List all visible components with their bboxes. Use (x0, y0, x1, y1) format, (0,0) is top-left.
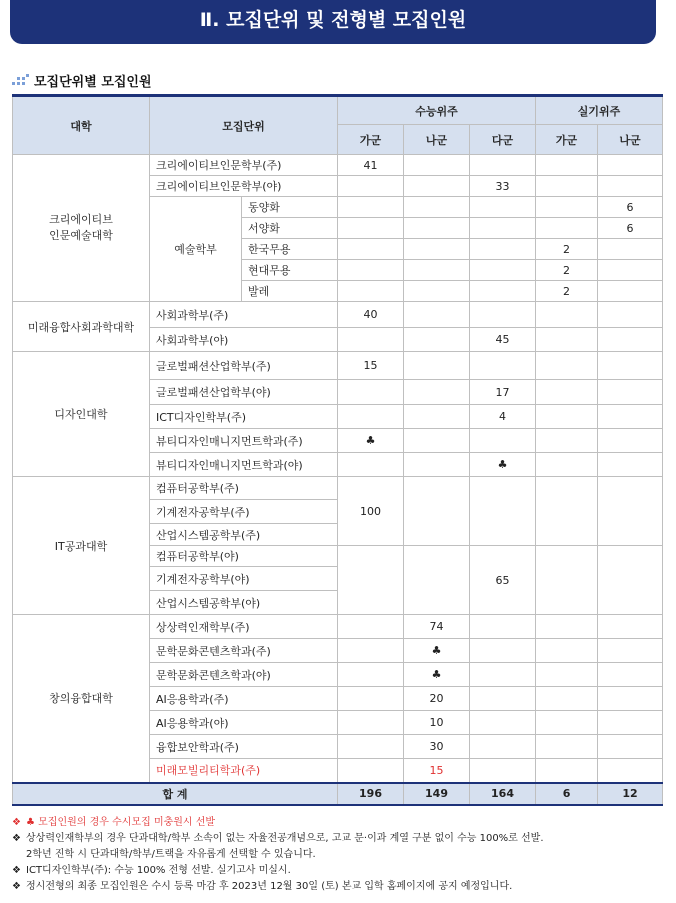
value-cell (598, 687, 663, 711)
unit-cell: 글로벌패션산업학부(주) (150, 352, 338, 380)
header-silgi-na: 나군 (598, 125, 663, 155)
total-label: 합 계 (13, 783, 338, 805)
diamond-bullet-icon: ❖ (12, 865, 21, 876)
value-cell (404, 218, 470, 239)
note-text: 정시전형의 최종 모집인원은 수시 등록 마감 후 2023년 12월 30일 (토) 본교 입학 홈페이지에 공지 예정입니다. (26, 881, 513, 892)
value-cell (536, 639, 598, 663)
value-cell (404, 546, 470, 615)
value-cell (338, 176, 404, 197)
diamond-bullet-icon: ❖ (12, 833, 21, 844)
table-row (13, 155, 663, 176)
unit-cell: 글로벌패션산업학부(야) (150, 380, 338, 405)
total-row (13, 783, 663, 805)
value-cell (338, 663, 404, 687)
value-cell: 33 (470, 176, 536, 197)
unit-cell: 크리에이티브인문학부(야) (150, 176, 338, 197)
value-cell (598, 663, 663, 687)
value-cell (598, 352, 663, 380)
value-cell (536, 663, 598, 687)
value-cell (338, 735, 404, 759)
value-cell (598, 711, 663, 735)
value-cell (470, 663, 536, 687)
value-cell (470, 759, 536, 783)
value-cell (338, 615, 404, 639)
value-cell (536, 687, 598, 711)
unit-cell: 뷰티디자인매니지먼트학과(야) (150, 453, 338, 477)
value-cell (536, 176, 598, 197)
college-cell: 크리에이티브 인문예술대학 (13, 155, 150, 302)
value-cell (598, 328, 663, 352)
value-cell (470, 639, 536, 663)
value-cell: 100 (338, 477, 404, 546)
note-item (12, 831, 662, 863)
note-item (12, 863, 662, 879)
college-cell: IT공과대학 (13, 477, 150, 615)
value-cell (404, 302, 470, 328)
unit-cell: 크리에이티브인문학부(주) (150, 155, 338, 176)
section-title: 모집단위별 모집인원 (34, 74, 152, 90)
unit-cell: 사회과학부(주) (150, 302, 338, 328)
unit-cell: 뷰티디자인매니지먼트학과(주) (150, 429, 338, 453)
note-text: ICT디자인학부(주): 수능 100% 전형 선발. 실기고사 미실시. (26, 865, 291, 876)
unit-cell: 서양화 (242, 218, 338, 239)
header-da: 다군 (470, 125, 536, 155)
table-row (13, 302, 663, 328)
value-cell (470, 352, 536, 380)
value-cell (338, 328, 404, 352)
value-cell (536, 302, 598, 328)
value-cell (338, 687, 404, 711)
value-cell (404, 380, 470, 405)
total-na: 149 (404, 783, 470, 805)
art-school-cell: 예술학부 (150, 197, 242, 302)
diamond-bullet-icon: ❖ (12, 817, 21, 828)
value-cell (598, 239, 663, 260)
unit-cell: 사회과학부(야) (150, 328, 338, 352)
value-cell (338, 239, 404, 260)
value-cell: 6 (598, 197, 663, 218)
value-cell (598, 759, 663, 783)
unit-cell: 컴퓨터공학부(야) (150, 546, 338, 567)
total-da: 164 (470, 783, 536, 805)
value-cell (598, 429, 663, 453)
value-cell (404, 477, 470, 546)
value-cell (338, 218, 404, 239)
unit-cell: 산업시스템공학부(주) (150, 524, 338, 546)
value-cell: 4 (470, 405, 536, 429)
unit-cell: 컴퓨터공학부(주) (150, 477, 338, 500)
note-text: 상상력인재학부의 경우 단과대학/학부 소속이 없는 자율전공개념으로, 고교 문·이과 계열 구분 없이 수능 100%로 선발. (26, 833, 544, 844)
value-cell: 30 (404, 735, 470, 759)
unit-cell: 상상력인재학부(주) (150, 615, 338, 639)
value-cell (598, 735, 663, 759)
value-cell (404, 453, 470, 477)
unit-cell: 기계전자공학부(주) (150, 500, 338, 524)
value-cell (470, 260, 536, 281)
value-cell (536, 759, 598, 783)
value-cell: ♣ (470, 453, 536, 477)
value-cell (338, 639, 404, 663)
value-cell: 74 (404, 615, 470, 639)
header-ga: 가군 (338, 125, 404, 155)
unit-cell: AI응용학과(야) (150, 711, 338, 735)
value-cell (470, 302, 536, 328)
total-sna: 12 (598, 783, 663, 805)
value-cell (404, 281, 470, 302)
value-cell (404, 197, 470, 218)
note-item (12, 879, 662, 895)
unit-cell: 문학문화콘텐츠학과(야) (150, 663, 338, 687)
value-cell (598, 615, 663, 639)
value-cell: 20 (404, 687, 470, 711)
value-cell (470, 735, 536, 759)
value-cell (404, 260, 470, 281)
dots-icon (12, 74, 30, 86)
value-cell (598, 155, 663, 176)
value-cell (404, 328, 470, 352)
value-cell (338, 260, 404, 281)
unit-cell: AI응용학과(주) (150, 687, 338, 711)
value-cell (536, 453, 598, 477)
value-cell: 15 (404, 759, 470, 783)
value-cell: 65 (470, 546, 536, 615)
value-cell: ♣ (404, 639, 470, 663)
header-silgi-group: 실기위주 (536, 96, 663, 125)
value-cell (404, 429, 470, 453)
header-susi-group: 수능위주 (338, 96, 536, 125)
table-row (13, 477, 663, 500)
value-cell (536, 477, 598, 546)
value-cell: 41 (338, 155, 404, 176)
value-cell (470, 281, 536, 302)
value-cell (536, 197, 598, 218)
value-cell (598, 639, 663, 663)
value-cell (598, 453, 663, 477)
section-heading (12, 70, 152, 90)
value-cell (404, 155, 470, 176)
value-cell (470, 155, 536, 176)
unit-cell: ICT디자인학부(주) (150, 405, 338, 429)
unit-cell: 산업시스템공학부(야) (150, 591, 338, 615)
diamond-bullet-icon: ❖ (12, 881, 21, 892)
value-cell (598, 176, 663, 197)
unit-cell: 기계전자공학부(야) (150, 567, 338, 591)
unit-cell: 미래모빌리티학과(주) (150, 759, 338, 783)
value-cell: ♣ (404, 663, 470, 687)
value-cell (470, 239, 536, 260)
value-cell (598, 405, 663, 429)
value-cell (536, 352, 598, 380)
value-cell: 45 (470, 328, 536, 352)
unit-cell: 현대무용 (242, 260, 338, 281)
table-row (13, 615, 663, 639)
value-cell: 2 (536, 239, 598, 260)
value-cell (536, 546, 598, 615)
total-ga: 196 (338, 783, 404, 805)
value-cell (536, 380, 598, 405)
value-cell (470, 477, 536, 546)
table-row (13, 352, 663, 380)
value-cell (338, 281, 404, 302)
unit-cell: 동양화 (242, 197, 338, 218)
value-cell (470, 687, 536, 711)
banner-title: Ⅱ. 모집단위 및 전형별 모집인원 (199, 9, 467, 31)
header-unit: 모집단위 (150, 96, 338, 155)
value-cell (470, 218, 536, 239)
college-cell: 디자인대학 (13, 352, 150, 477)
unit-cell: 한국무용 (242, 239, 338, 260)
value-cell (536, 711, 598, 735)
value-cell: ♣ (338, 429, 404, 453)
admission-table (12, 94, 663, 806)
value-cell (598, 260, 663, 281)
value-cell: 15 (338, 352, 404, 380)
value-cell (536, 429, 598, 453)
value-cell: 2 (536, 281, 598, 302)
value-cell (536, 615, 598, 639)
notes (12, 815, 662, 895)
value-cell: 10 (404, 711, 470, 735)
page-banner (10, 0, 656, 44)
value-cell (470, 429, 536, 453)
college-cell: 창의융합대학 (13, 615, 150, 783)
value-cell (536, 405, 598, 429)
value-cell (536, 155, 598, 176)
note-text: 2학년 진학 시 단과대학/학부/트랙을 자유롭게 선택할 수 있습니다. (26, 849, 316, 860)
value-cell: 2 (536, 260, 598, 281)
value-cell (338, 759, 404, 783)
value-cell (598, 477, 663, 546)
value-cell (470, 711, 536, 735)
value-cell (338, 453, 404, 477)
value-cell (338, 197, 404, 218)
note-item (12, 815, 662, 831)
total-sga: 6 (536, 783, 598, 805)
value-cell (536, 218, 598, 239)
value-cell: 17 (470, 380, 536, 405)
value-cell (536, 735, 598, 759)
value-cell (404, 176, 470, 197)
value-cell (404, 352, 470, 380)
header-college: 대학 (13, 96, 150, 155)
note-text: ♣ 모집인원의 경우 수시모집 미충원시 선발 (26, 817, 216, 828)
value-cell (338, 546, 404, 615)
value-cell (598, 380, 663, 405)
value-cell (338, 405, 404, 429)
college-cell: 미래융합사회과학대학 (13, 302, 150, 352)
header-silgi-ga: 가군 (536, 125, 598, 155)
value-cell (598, 281, 663, 302)
value-cell (404, 239, 470, 260)
value-cell (536, 328, 598, 352)
header-na: 나군 (404, 125, 470, 155)
unit-cell: 발레 (242, 281, 338, 302)
value-cell (338, 711, 404, 735)
value-cell (470, 197, 536, 218)
value-cell: 40 (338, 302, 404, 328)
unit-cell: 융합보안학과(주) (150, 735, 338, 759)
value-cell: 6 (598, 218, 663, 239)
unit-cell: 문학문화콘텐츠학과(주) (150, 639, 338, 663)
value-cell (598, 546, 663, 615)
value-cell (598, 302, 663, 328)
value-cell (470, 615, 536, 639)
value-cell (338, 380, 404, 405)
value-cell (404, 405, 470, 429)
